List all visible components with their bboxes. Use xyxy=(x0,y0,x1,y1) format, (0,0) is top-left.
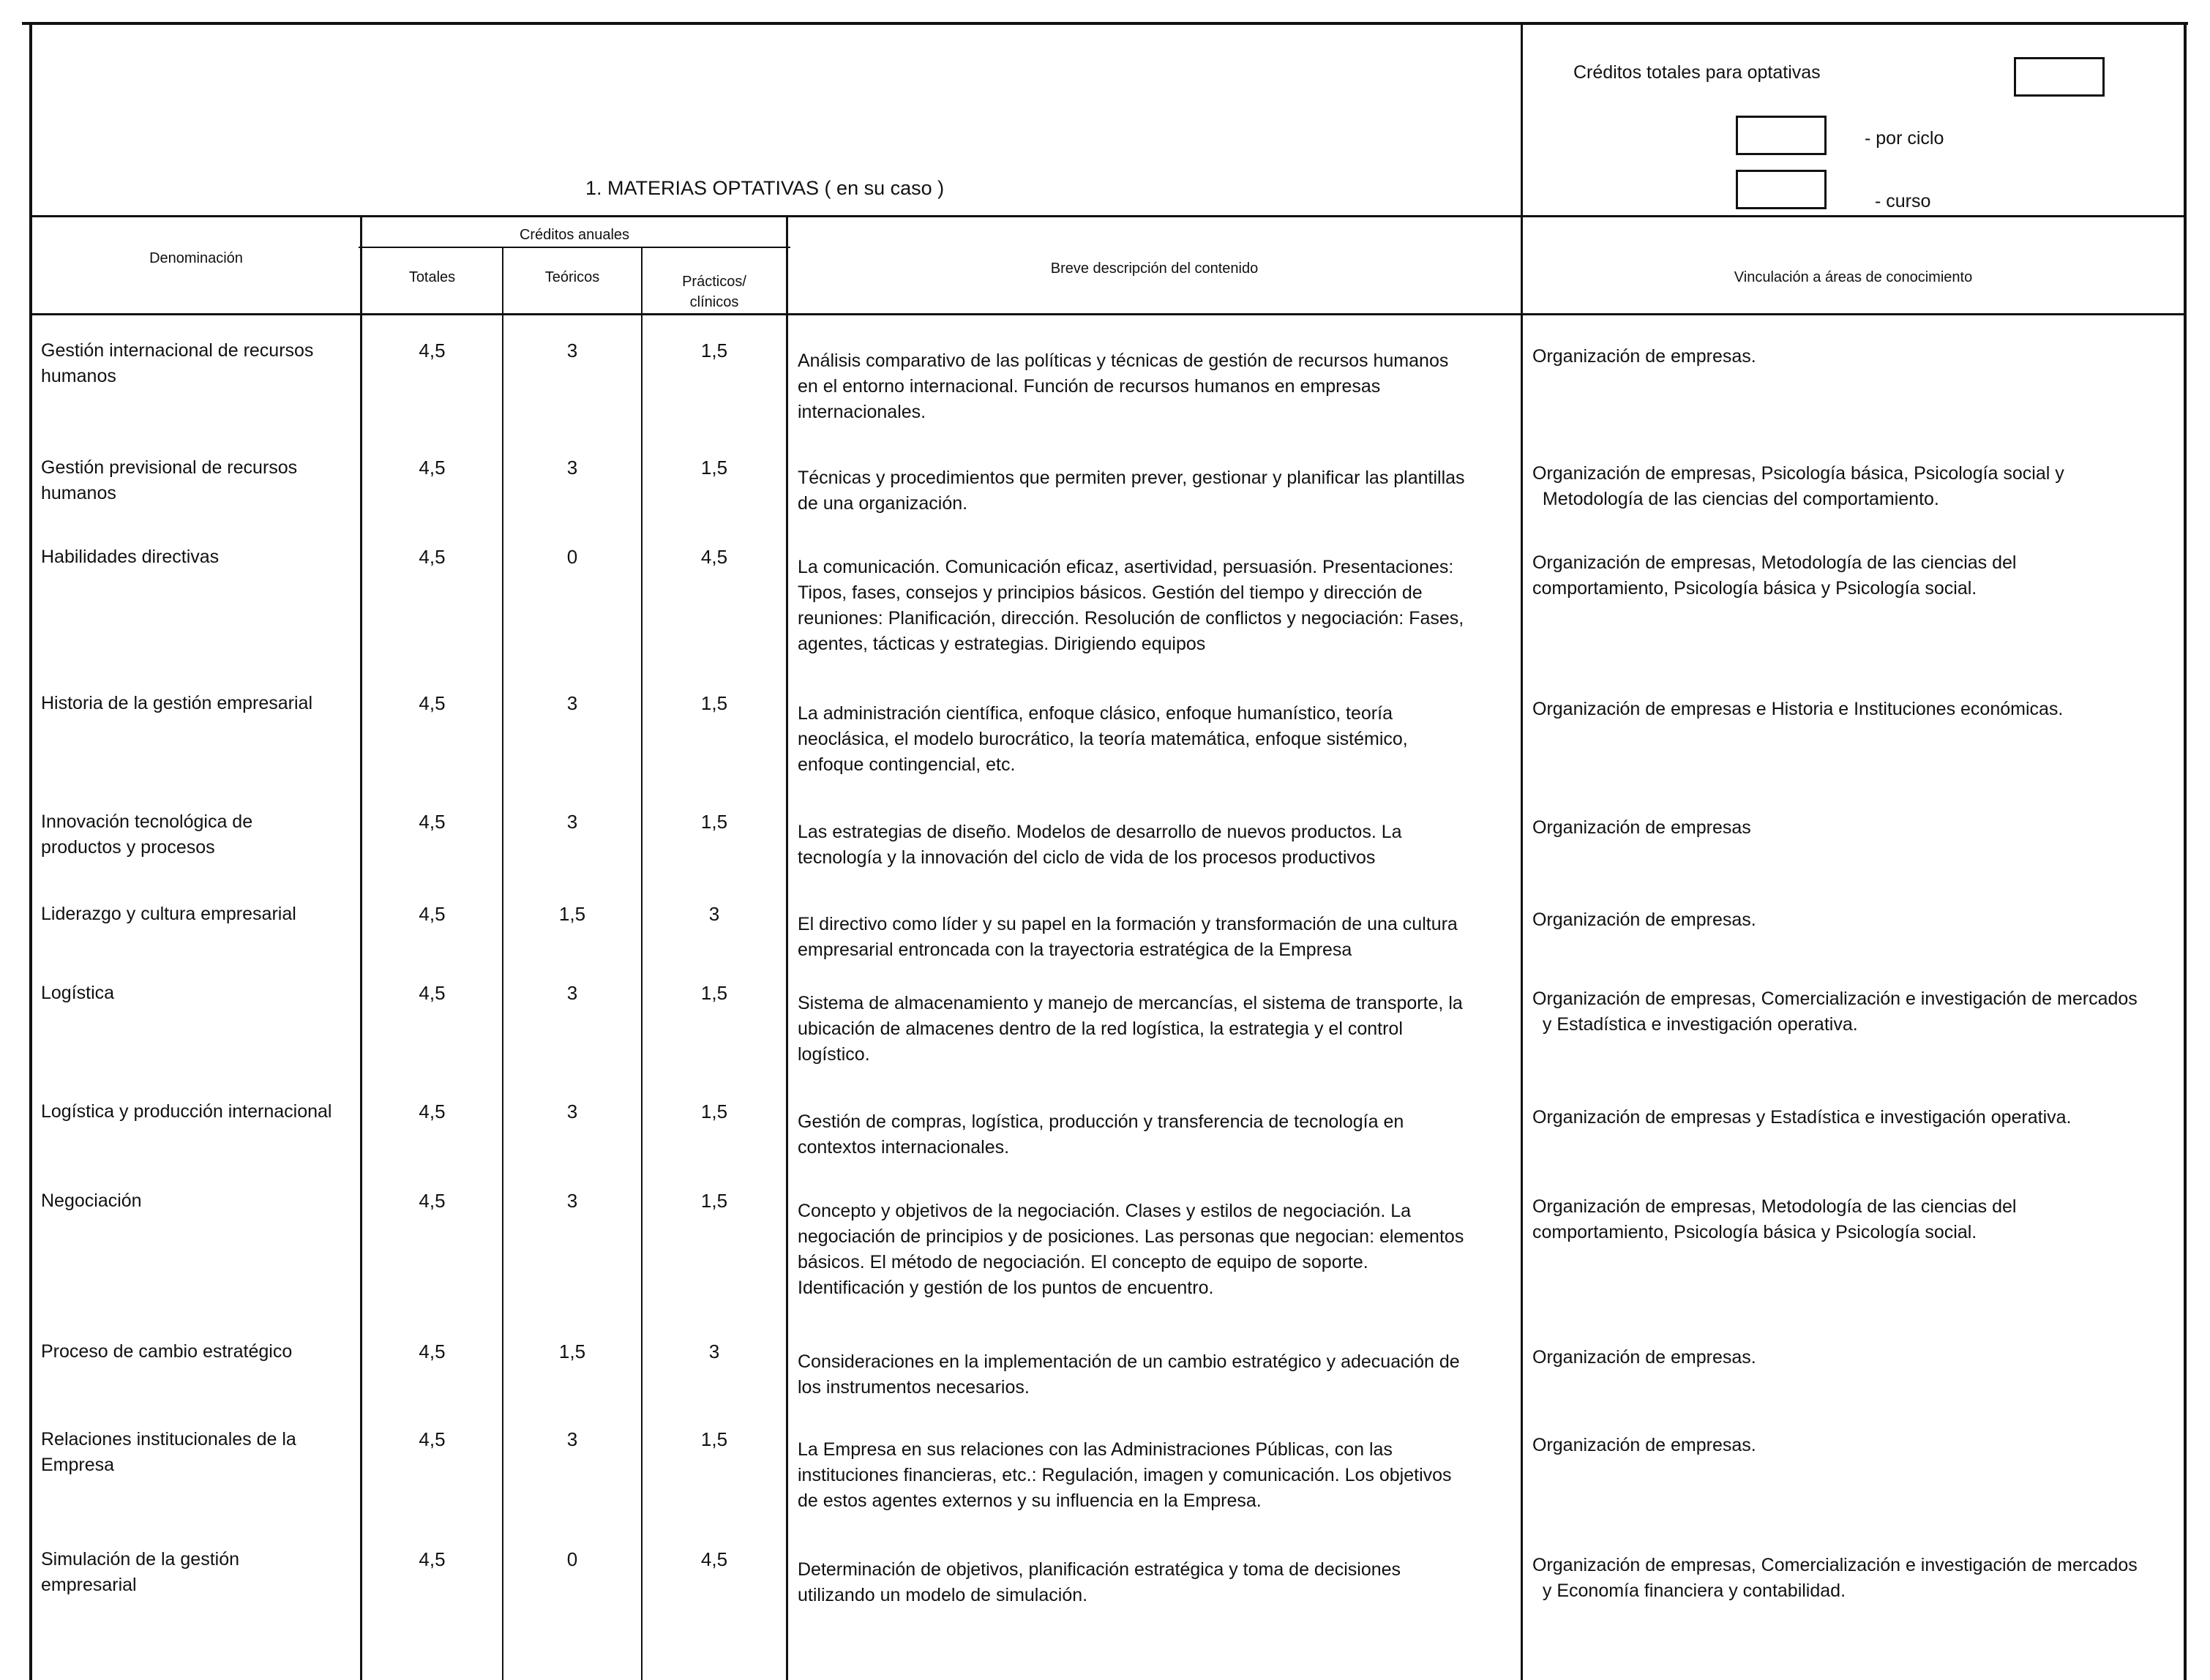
row-practicos: 3 xyxy=(708,903,720,925)
row-totales: 4,5 xyxy=(419,1100,446,1122)
header-bottom-line xyxy=(29,215,2185,217)
row-name xyxy=(41,455,356,506)
header-totales: Totales xyxy=(408,269,456,285)
row-areas-line: Organización de empresas, Comercialización e investigación de mercados xyxy=(1532,989,2138,1009)
credits-per-course-box xyxy=(1736,170,1827,209)
row-areas-line: Organización de empresas e Historia e Instituciones económicas. xyxy=(1532,699,2064,719)
row-areas-line: Organización de empresas. xyxy=(1532,1347,1756,1368)
row-descripcion-line: enfoque contingencial, etc. xyxy=(798,754,1016,775)
row-name-line: Simulación de la gestión xyxy=(41,1549,239,1570)
row-descripcion xyxy=(798,1109,1515,1160)
row-name-line: Negociación xyxy=(41,1190,142,1211)
row-totales: 4,5 xyxy=(419,457,446,479)
credits-total-label: Créditos totales para optativas xyxy=(1573,62,1821,83)
row-name xyxy=(41,1188,356,1214)
row-practicos: 1,5 xyxy=(700,811,728,833)
row-name-line: Logística xyxy=(41,983,115,1003)
row-descripcion xyxy=(798,1199,1515,1301)
row-descripcion-line: Consideraciones en la implementación de un cambio estratégico y adecuación de xyxy=(798,1351,1460,1372)
row-descripcion-line: Las estrategias de diseño. Modelos de desarrollo de nuevos productos. La xyxy=(798,822,1402,842)
row-areas xyxy=(1532,344,2182,370)
row-practicos: 1,5 xyxy=(700,982,728,1004)
row-totales: 4,5 xyxy=(419,546,446,568)
row-descripcion-line: ubicación de almacenes dentro de la red logística, la estrategia y el control xyxy=(798,1019,1403,1039)
row-areas-line: Metodología de las ciencias del comportamiento. xyxy=(1532,489,1939,509)
row-areas xyxy=(1532,1553,2182,1604)
row-descripcion-line: neoclásica, el modelo burocrático, la teoría matemática, enfoque sistémico, xyxy=(798,729,1408,749)
row-descripcion xyxy=(798,1349,1515,1400)
row-teoricos: 3 xyxy=(566,457,578,479)
header-denominacion: Denominación xyxy=(149,250,243,266)
row-descripcion-line: agentes, tácticas y estrategias. Dirigiendo equipos xyxy=(798,634,1206,654)
row-name xyxy=(41,691,356,716)
row-descripcion-line: negociación de principios y de posiciones. Las personas que negocian: elementos xyxy=(798,1226,1464,1247)
row-totales: 4,5 xyxy=(419,340,446,361)
credits-per-cycle-label: - por ciclo xyxy=(1865,128,1944,149)
row-descripcion xyxy=(798,1557,1515,1608)
row-areas xyxy=(1532,1345,2182,1370)
row-areas-line: comportamiento, Psicología básica y Psicología social. xyxy=(1532,1222,1977,1242)
row-descripcion-line: La Empresa en sus relaciones con las Administraciones Públicas, con las xyxy=(798,1439,1393,1460)
row-descripcion xyxy=(798,991,1515,1068)
row-areas-line: Organización de empresas. xyxy=(1532,346,1756,367)
header-descripcion: Breve descripción del contenido xyxy=(1050,260,1259,277)
row-descripcion-line: Sistema de almacenamiento y manejo de mercancías, el sistema de transporte, la xyxy=(798,993,1463,1013)
row-descripcion-line: Técnicas y procedimientos que permiten prever, gestionar y planificar las plantillas xyxy=(798,468,1465,488)
row-areas xyxy=(1532,1194,2182,1245)
row-name-line: productos y procesos xyxy=(41,837,215,858)
row-totales: 4,5 xyxy=(419,811,446,833)
row-areas-line: comportamiento, Psicología básica y Psicología social. xyxy=(1532,578,1977,599)
row-descripcion xyxy=(798,348,1515,425)
row-practicos: 1,5 xyxy=(700,1100,728,1122)
row-descripcion-line: La comunicación. Comunicación eficaz, asertividad, persuasión. Presentaciones: xyxy=(798,557,1454,577)
row-descripcion xyxy=(798,820,1515,871)
row-practicos: 3 xyxy=(708,1340,720,1362)
row-teoricos: 3 xyxy=(566,1100,578,1122)
row-areas xyxy=(1532,1433,2182,1458)
header-creditos-anuales: Créditos anuales xyxy=(519,227,630,243)
table-header-bottom-line xyxy=(29,313,2185,315)
header-teoricos: Teóricos xyxy=(544,269,600,285)
row-descripcion-line: Concepto y objetivos de la negociación. Clases y estilos de negociación. La xyxy=(798,1201,1412,1221)
header-practicos-line2: clínicos xyxy=(689,294,739,310)
row-teoricos: 3 xyxy=(566,340,578,361)
row-name-line: empresarial xyxy=(41,1575,137,1595)
row-practicos: 1,5 xyxy=(700,1190,728,1212)
row-name xyxy=(41,809,356,860)
row-areas-line: y Economía financiera y contabilidad. xyxy=(1532,1580,1846,1601)
section-title: 1. MATERIAS OPTATIVAS ( en su caso ) xyxy=(585,177,945,199)
row-name-line: Proceso de cambio estratégico xyxy=(41,1341,293,1362)
row-descripcion xyxy=(798,701,1515,778)
row-areas xyxy=(1532,1105,2182,1130)
row-areas xyxy=(1532,986,2182,1038)
row-teoricos: 1,5 xyxy=(558,903,586,925)
row-name-line: Liderazgo y cultura empresarial xyxy=(41,904,296,924)
row-descripcion-line: Gestión de compras, logística, producción y transferencia de tecnología en xyxy=(798,1111,1404,1132)
row-name xyxy=(41,1427,356,1478)
row-totales: 4,5 xyxy=(419,692,446,714)
row-totales: 4,5 xyxy=(419,1428,446,1450)
row-teoricos: 0 xyxy=(566,1548,578,1570)
credits-total-box xyxy=(2014,57,2105,97)
row-name-line: Historia de la gestión empresarial xyxy=(41,693,313,713)
row-teoricos: 3 xyxy=(566,1428,578,1450)
row-descripcion-line: tecnología y la innovación del ciclo de vida de los procesos productivos xyxy=(798,847,1376,868)
row-areas xyxy=(1532,907,2182,933)
row-teoricos: 3 xyxy=(566,982,578,1004)
row-descripcion-line: de una organización. xyxy=(798,493,968,514)
row-totales: 4,5 xyxy=(419,903,446,925)
row-teoricos: 1,5 xyxy=(558,1340,586,1362)
row-name xyxy=(41,544,356,570)
row-totales: 4,5 xyxy=(419,1340,446,1362)
row-areas-line: Organización de empresas, Metodología de las ciencias del xyxy=(1532,552,2017,573)
row-descripcion-line: básicos. El método de negociación. El concepto de equipo de soporte. xyxy=(798,1252,1368,1272)
credits-per-course-label: - curso xyxy=(1875,191,1931,211)
row-descripcion-line: reuniones: Planificación, dirección. Resolución de conflictos y negociación: Fases, xyxy=(798,608,1464,629)
credits-per-cycle-box xyxy=(1736,116,1827,155)
header-vinculacion: Vinculación a áreas de conocimiento xyxy=(1734,269,1973,285)
row-name-line: humanos xyxy=(41,483,116,503)
row-practicos: 4,5 xyxy=(700,1548,728,1570)
row-areas xyxy=(1532,697,2182,722)
row-descripcion-line: El directivo como líder y su papel en la formación y transformación de una cultura xyxy=(798,914,1458,934)
row-name xyxy=(41,980,356,1006)
row-totales: 4,5 xyxy=(419,1548,446,1570)
top-border xyxy=(22,22,2188,25)
row-name-line: Habilidades directivas xyxy=(41,547,220,567)
row-name-line: Relaciones institucionales de la xyxy=(41,1429,296,1450)
row-name xyxy=(41,1099,356,1125)
row-name xyxy=(41,901,356,927)
row-descripcion-line: utilizando un modelo de simulación. xyxy=(798,1585,1088,1605)
row-name-line: Gestión internacional de recursos xyxy=(41,340,314,361)
row-areas xyxy=(1532,461,2182,512)
row-teoricos: 0 xyxy=(566,546,578,568)
row-teoricos: 3 xyxy=(566,692,578,714)
row-descripcion xyxy=(798,465,1515,517)
row-totales: 4,5 xyxy=(419,982,446,1004)
row-name xyxy=(41,1547,356,1598)
row-areas xyxy=(1532,815,2182,841)
row-practicos: 1,5 xyxy=(700,1428,728,1450)
row-name-line: Logística y producción internacional xyxy=(41,1101,332,1122)
header-practicos-line1: Prácticos/ xyxy=(682,274,746,290)
row-name-line: Empresa xyxy=(41,1455,115,1475)
row-name-line: humanos xyxy=(41,366,116,386)
row-descripcion-line: La administración científica, enfoque clásico, enfoque humanístico, teoría xyxy=(798,703,1393,724)
row-descripcion-line: en el entorno internacional. Función de recursos humanos en empresas xyxy=(798,376,1381,397)
row-descripcion-line: Determinación de objetivos, planificación estratégica y toma de decisiones xyxy=(798,1559,1401,1580)
row-areas-line: Organización de empresas. xyxy=(1532,1435,1756,1455)
col-sep-denominacion xyxy=(360,215,362,1680)
row-descripcion-line: internacionales. xyxy=(798,402,926,422)
row-descripcion-line: de estos agentes externos y su influencia en la Empresa. xyxy=(798,1490,1262,1511)
row-areas-line: Organización de empresas y Estadística e investigación operativa. xyxy=(1532,1107,2072,1128)
row-areas-line: Organización de empresas xyxy=(1532,817,1751,838)
row-descripcion-line: Tipos, fases, consejos y principios básicos. Gestión del tiempo y dirección de xyxy=(798,582,1423,603)
row-practicos: 4,5 xyxy=(700,546,728,568)
row-areas-line: y Estadística e investigación operativa. xyxy=(1532,1014,1858,1035)
col-sep-practicos xyxy=(786,215,788,1680)
row-areas-line: Organización de empresas. xyxy=(1532,910,1756,930)
row-name xyxy=(41,1339,356,1365)
row-areas xyxy=(1532,550,2182,601)
row-areas-line: Organización de empresas, Comercialización e investigación de mercados xyxy=(1532,1555,2138,1575)
row-descripcion-line: Identificación y gestión de los puntos de encuentro. xyxy=(798,1278,1214,1298)
right-border xyxy=(2184,22,2187,1680)
row-descripcion xyxy=(798,1437,1515,1514)
subheader-line xyxy=(359,247,790,248)
row-totales: 4,5 xyxy=(419,1190,446,1212)
row-name-line: Gestión previsional de recursos xyxy=(41,457,298,478)
row-teoricos: 3 xyxy=(566,811,578,833)
row-practicos: 1,5 xyxy=(700,692,728,714)
left-border xyxy=(29,22,32,1680)
row-teoricos: 3 xyxy=(566,1190,578,1212)
row-descripcion xyxy=(798,555,1515,657)
row-descripcion-line: contextos internacionales. xyxy=(798,1137,1010,1158)
row-areas-line: Organización de empresas, Psicología básica, Psicología social y xyxy=(1532,463,2064,484)
row-name-line: Innovación tecnológica de xyxy=(41,811,253,832)
row-descripcion xyxy=(798,912,1515,963)
row-descripcion-line: logístico. xyxy=(798,1044,870,1065)
row-areas-line: Organización de empresas, Metodología de las ciencias del xyxy=(1532,1196,2017,1217)
row-descripcion-line: Análisis comparativo de las políticas y técnicas de gestión de recursos humanos xyxy=(798,350,1449,371)
row-descripcion-line: los instrumentos necesarios. xyxy=(798,1377,1030,1398)
row-descripcion-line: empresarial entroncada con la trayectoria estratégica de la Empresa xyxy=(798,940,1352,960)
row-name xyxy=(41,338,356,389)
row-practicos: 1,5 xyxy=(700,340,728,361)
row-descripcion-line: instituciones financieras, etc.: Regulación, imagen y comunicación. Los objetivos xyxy=(798,1465,1452,1485)
row-practicos: 1,5 xyxy=(700,457,728,479)
